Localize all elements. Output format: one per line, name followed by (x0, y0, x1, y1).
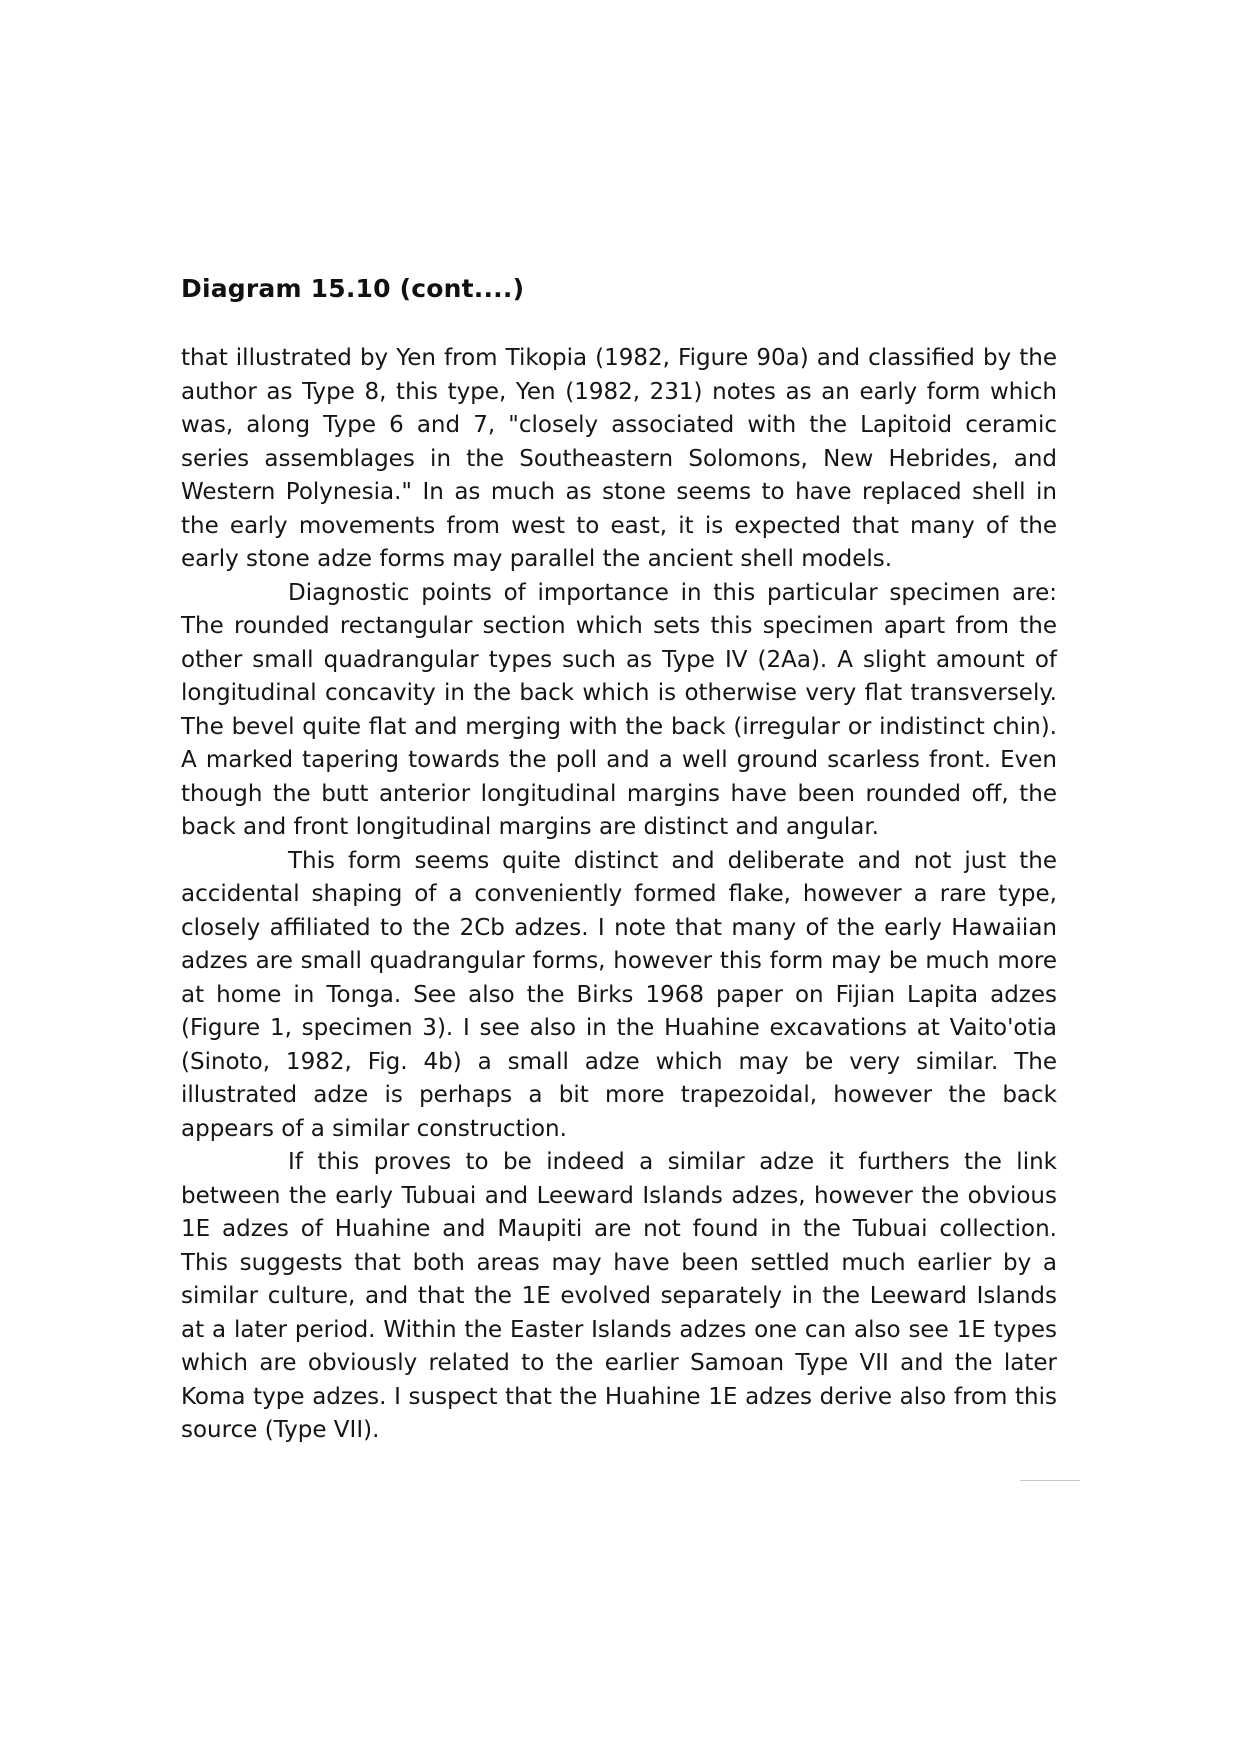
paragraph-3: This form seems quite distinct and deliberate and not just the accidental shaping of a conveniently formed flake, however a rare type, closely affiliated to the 2Cb adzes. I note that many of the early Hawaiian adzes are small quadrangular forms, however this form may be much more at home in Tonga. See also the Birks 1968 paper on Fijian Lapita adzes (Figure 1, specimen 3). I see also in the Huahine excavations at Vaito'otia (Sinoto, 1982, Fig. 4b) a small adze which may be very similar. The illustrated adze is perhaps a bit more trapezoidal, however the back appears of a similar construction. (181, 847, 1057, 1142)
paragraph-2: Diagnostic points of importance in this particular specimen are: The rounded rectangular section which sets this specimen apart from the other small quadrangular types such as Type IV (2Aa). A slight amount of longitudinal concavity in the back which is otherwise very flat transversely. The bevel quite flat and merging with the back (irregular or indistinct chin). A marked tapering towards the poll and a well ground scarless front. Even though the butt anterior longitudinal margins have been rounded off, the back and front longitudinal margins are distinct and angular. (181, 579, 1057, 840)
diagram-heading: Diagram 15.10 (cont....) (181, 274, 525, 303)
body-text (181, 342, 1057, 1448)
scan-mark (1020, 1480, 1080, 1481)
paragraph-1: that illustrated by Yen from Tikopia (1982, Figure 90a) and classified by the author as Type 8, this type, Yen (1982, 231) notes as an early form which was, along Type 6 and 7, "closely associated with the Lapitoid ceramic series assemblages in the Southeastern Solomons, New Hebrides, and Western Polynesia." In as much as stone seems to have replaced shell in the early movements from west to east, it is expected that many of the early stone adze forms may parallel the ancient shell models. (181, 345, 1057, 572)
paragraph-4: If this proves to be indeed a similar adze it furthers the link between the early Tubuai and Leeward Islands adzes, however the obvious 1E adzes of Huahine and Maupiti are not found in the Tubuai collection. This suggests that both areas may have been settled much earlier by a similar culture, and that the 1E evolved separately in the Leeward Islands at a later period. Within the Easter Islands adzes one can also see 1E types which are obviously related to the earlier Samoan Type VII and the later Koma type adzes. I suspect that the Huahine 1E adzes derive also from this source (Type VII). (181, 1149, 1057, 1443)
